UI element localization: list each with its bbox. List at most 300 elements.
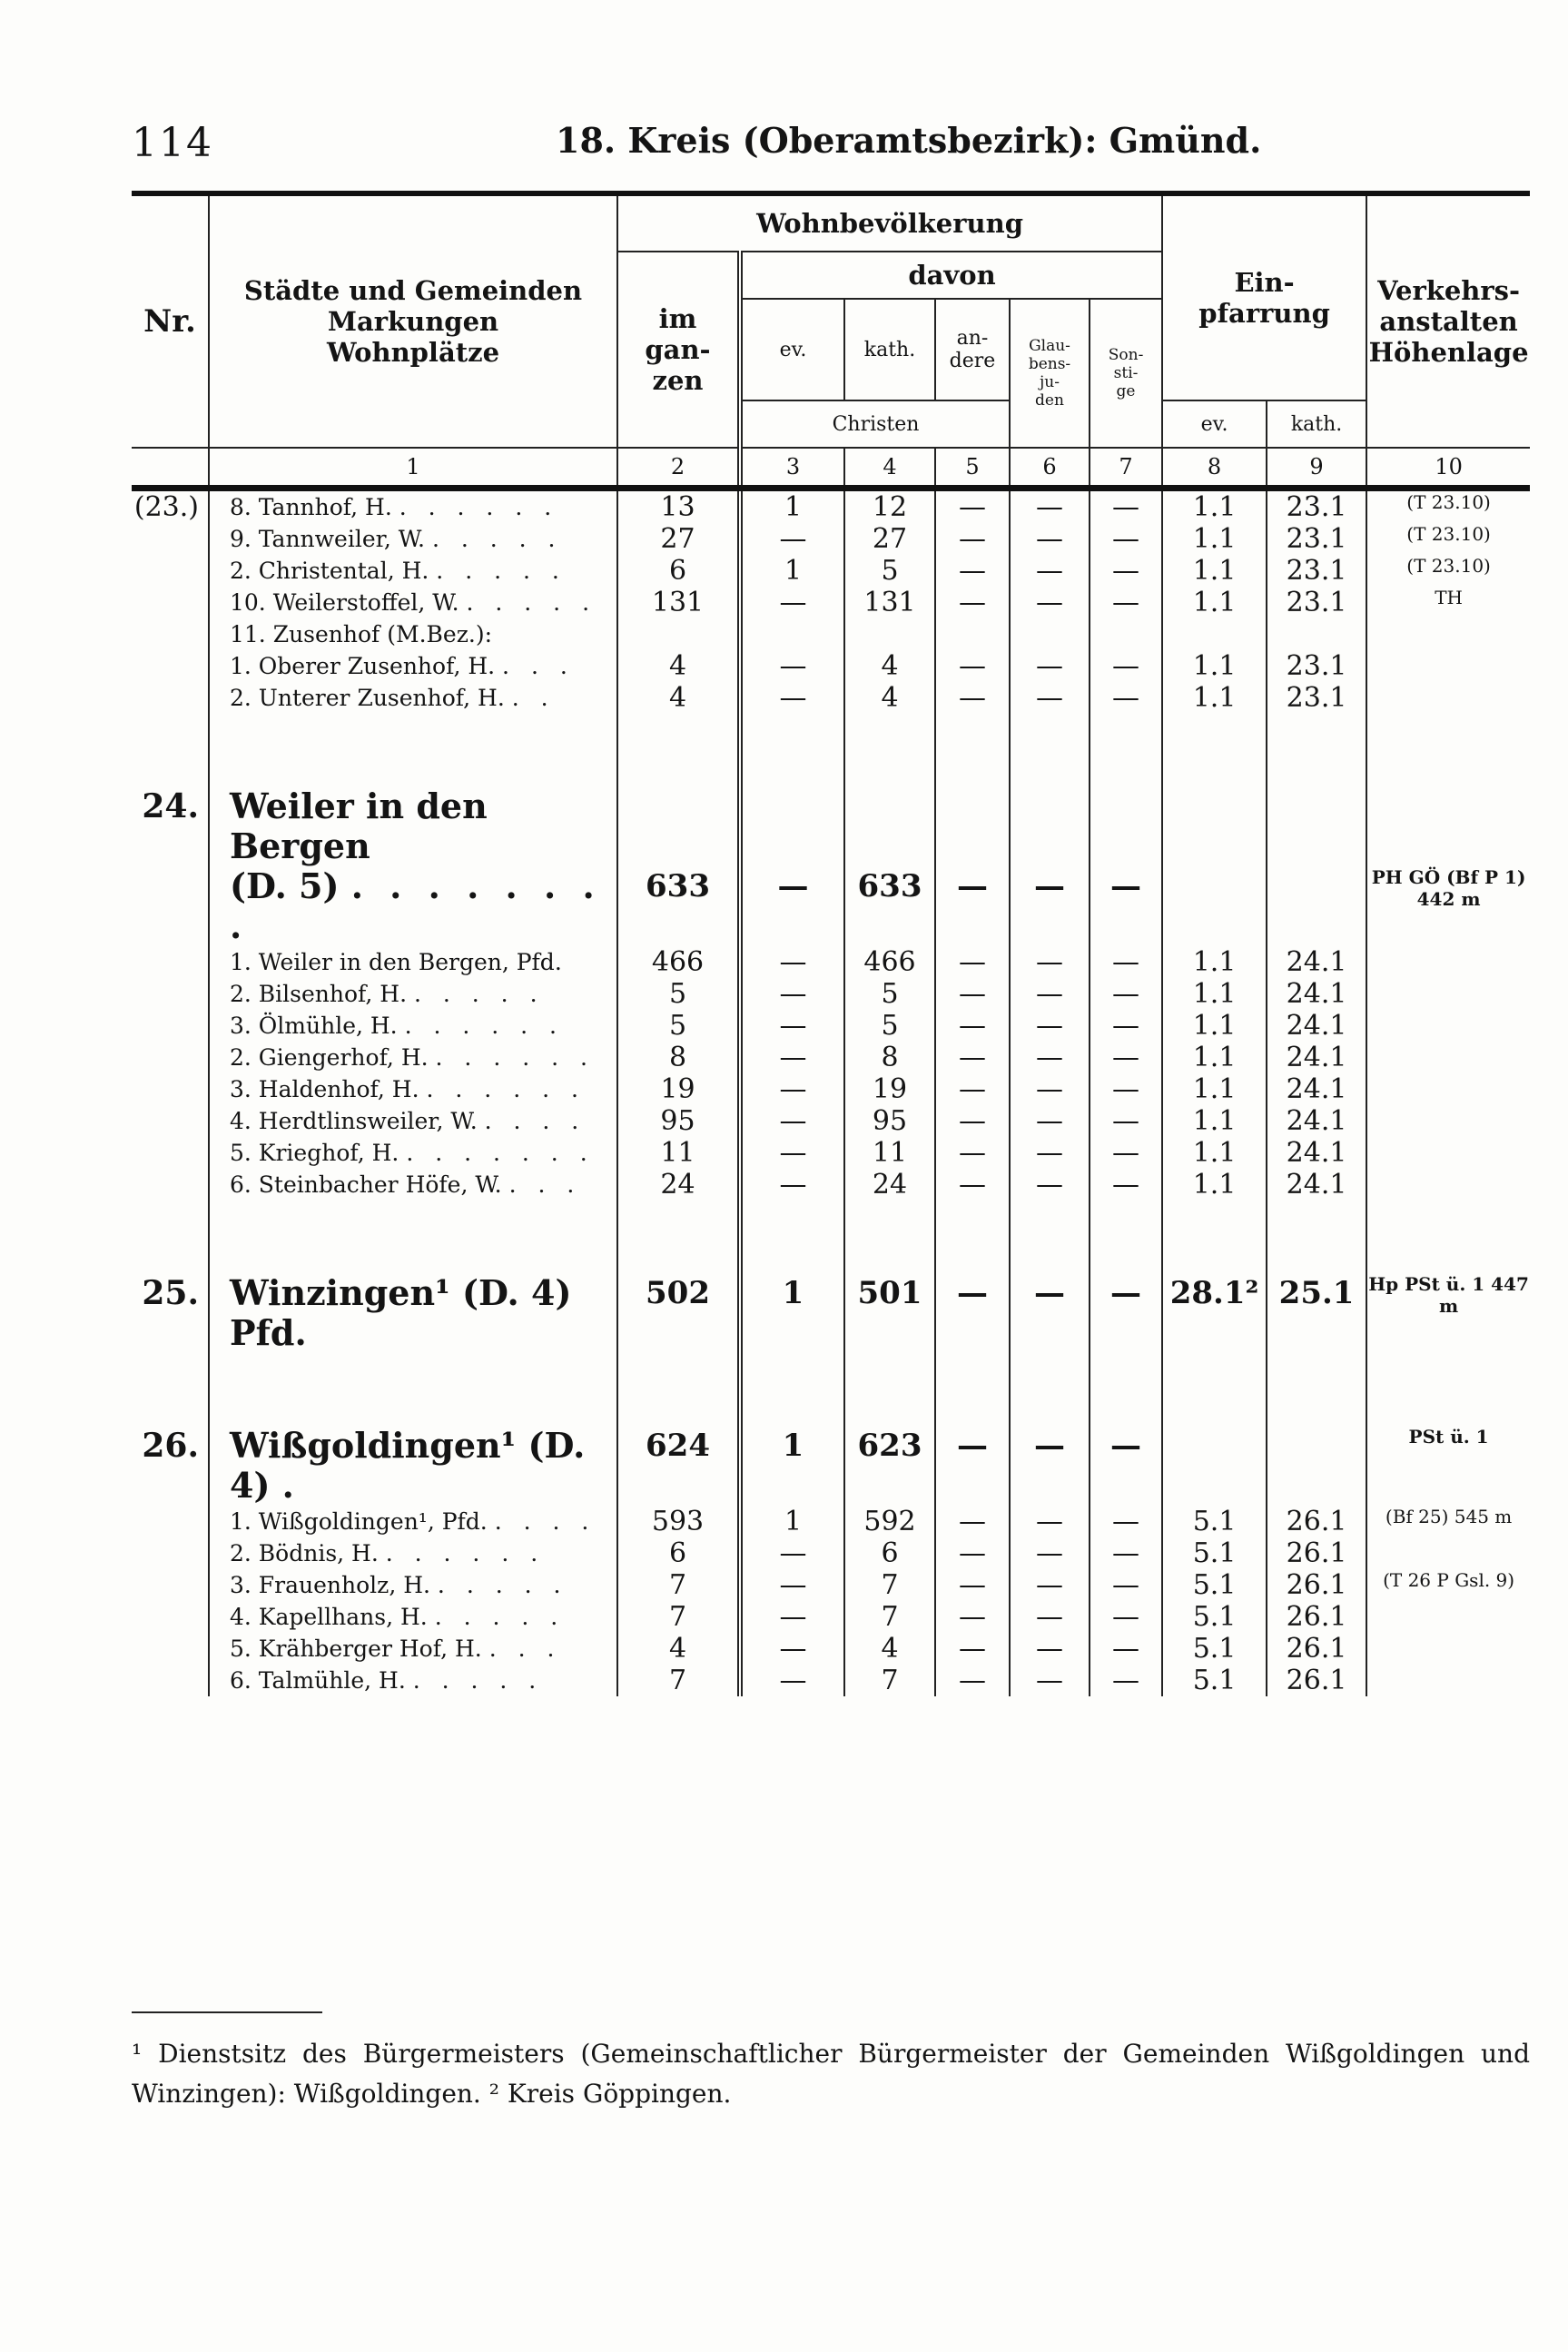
spacer-cell — [935, 1353, 1010, 1426]
parish-ev — [1162, 786, 1267, 866]
place-name-text: 2. Bödnis, H. — [230, 1540, 379, 1566]
row-number — [132, 1042, 209, 1073]
parish-ev: 1.1 — [1162, 1137, 1267, 1169]
population-total: 4 — [617, 682, 740, 714]
transport-remark — [1366, 1537, 1530, 1569]
parish-kath: 24.1 — [1267, 946, 1366, 978]
population-ev: — — [740, 1010, 844, 1042]
population-kath: 95 — [844, 1105, 935, 1137]
census-table-wrap — [132, 191, 1530, 1696]
footnote-rule — [132, 2011, 322, 2013]
transport-remark: PSt ü. 1 — [1366, 1426, 1530, 1506]
population-total: 7 — [617, 1665, 740, 1696]
transport-remark — [1366, 946, 1530, 978]
table-row — [132, 866, 1530, 946]
running-head: 18. Kreis (Oberamtsbezirk): Gmünd. — [556, 120, 1262, 161]
population-kath: 8 — [844, 1042, 935, 1073]
population-total: 633 — [617, 866, 740, 946]
parish-ev: 1.1 — [1162, 587, 1267, 618]
transport-remark: (T 23.10) — [1366, 555, 1530, 587]
spacer-cell — [132, 714, 209, 786]
leader-dots: . . . . . . — [426, 1076, 586, 1102]
parish-ev — [1162, 618, 1267, 650]
population-kath: 5 — [844, 978, 935, 1010]
leader-dots: . . . . . . . . — [230, 865, 602, 946]
population-other — [935, 786, 1010, 866]
parish-kath: 23.1 — [1267, 587, 1366, 618]
parish-kath — [1267, 866, 1366, 946]
parish-ev: 1.1 — [1162, 1169, 1267, 1201]
parish-kath: 24.1 — [1267, 1042, 1366, 1073]
header-kath-text: kath. — [863, 338, 916, 361]
table-row — [132, 587, 1530, 618]
place-name-text: Winzingen¹ (D. 4) Pfd. — [230, 1272, 572, 1353]
place-name-text: 6. Steinbacher Höfe, W. — [230, 1171, 502, 1198]
parish-ev: 5.1 — [1162, 1633, 1267, 1665]
population-jews: — — [1010, 866, 1090, 946]
population-misc: — — [1090, 978, 1162, 1010]
column-number-row — [132, 448, 1530, 489]
leader-dots: . . . — [488, 1636, 562, 1662]
header-transport-1: Verkehrs- — [1377, 275, 1520, 306]
header-population-text: Wohnbevölkerung — [756, 208, 1023, 239]
place-name-text: 6. Talmühle, H. — [230, 1667, 406, 1694]
spacer-cell — [844, 1353, 935, 1426]
leader-dots: . . . . . — [436, 558, 567, 584]
header-of-which — [740, 252, 1162, 299]
population-misc: — — [1090, 555, 1162, 587]
place-name — [209, 1169, 617, 1201]
spacer-cell — [1162, 1201, 1267, 1273]
parish-ev: 1.1 — [1162, 555, 1267, 587]
header-misc — [1090, 299, 1162, 448]
transport-remark: Hp PSt ü. 1 447 m — [1366, 1273, 1530, 1353]
population-jews: — — [1010, 523, 1090, 555]
header-total-2: gan- — [645, 334, 711, 365]
transport-remark: (T 23.10) — [1366, 489, 1530, 524]
parish-kath: 26.1 — [1267, 1506, 1366, 1537]
population-ev: — — [740, 682, 844, 714]
place-name-text: 5. Krähberger Hof, H. — [230, 1636, 482, 1662]
place-name-text: 3. Ölmühle, H. — [230, 1013, 398, 1039]
header-jews-1: Glau- — [1029, 337, 1070, 355]
parish-kath: 24.1 — [1267, 1169, 1366, 1201]
place-name — [209, 1105, 617, 1137]
header-other-1: an- — [956, 327, 989, 350]
column-number: 5 — [935, 448, 1010, 489]
population-total: 4 — [617, 650, 740, 682]
population-other: — — [935, 650, 1010, 682]
parish-ev: 1.1 — [1162, 650, 1267, 682]
header-other-2: dere — [949, 350, 996, 372]
row-number — [132, 650, 209, 682]
leader-dots: . . . . . — [466, 589, 597, 616]
header-other — [935, 299, 1010, 400]
population-misc: — — [1090, 1273, 1162, 1353]
population-misc — [1090, 786, 1162, 866]
leader-dots: . . . . . . — [399, 494, 559, 520]
place-name-text: 3. Haldenhof, H. — [230, 1076, 419, 1102]
population-misc: — — [1090, 587, 1162, 618]
transport-remark: (T 26 P Gsl. 9) — [1366, 1569, 1530, 1601]
row-number — [132, 1569, 209, 1601]
population-misc: — — [1090, 1537, 1162, 1569]
spacer-cell — [1162, 1353, 1267, 1426]
parish-ev: 1.1 — [1162, 682, 1267, 714]
header-misc-1: Son- — [1108, 346, 1144, 364]
population-total: 5 — [617, 978, 740, 1010]
row-number: 24. — [142, 787, 199, 825]
table-row — [132, 946, 1530, 978]
population-ev: — — [740, 587, 844, 618]
population-jews: — — [1010, 1665, 1090, 1696]
header-places-3: Wohnplätze — [326, 337, 500, 368]
population-total: 593 — [617, 1506, 740, 1537]
row-number — [132, 587, 209, 618]
header-parish-kath — [1267, 400, 1366, 448]
population-kath: 5 — [844, 555, 935, 587]
population-kath: 4 — [844, 1633, 935, 1665]
table-row — [132, 1010, 1530, 1042]
transport-remark — [1366, 1010, 1530, 1042]
population-jews: — — [1010, 1273, 1090, 1353]
header-population — [617, 193, 1162, 252]
population-misc: — — [1090, 1633, 1162, 1665]
header-ev-text: ev. — [779, 338, 807, 361]
place-name — [209, 1569, 617, 1601]
place-name-text: (D. 5) — [230, 865, 340, 906]
header-jews — [1010, 299, 1090, 448]
spacer-cell — [935, 714, 1010, 786]
population-jews: — — [1010, 489, 1090, 524]
table-row — [132, 978, 1530, 1010]
population-misc: — — [1090, 1010, 1162, 1042]
header-jews-3: ju- — [1040, 373, 1060, 391]
population-other: — — [935, 1105, 1010, 1137]
table-row — [132, 523, 1530, 555]
population-other: — — [935, 587, 1010, 618]
table-row — [132, 1426, 1530, 1506]
population-jews: — — [1010, 1426, 1090, 1506]
spacer-cell — [740, 1353, 844, 1426]
transport-remark — [1366, 650, 1530, 682]
population-misc: — — [1090, 1105, 1162, 1137]
table-row — [132, 650, 1530, 682]
place-name-text: 10. Weilerstoffel, W. — [230, 589, 459, 616]
population-other: — — [935, 555, 1010, 587]
population-total: 5 — [617, 1010, 740, 1042]
transport-remark — [1366, 618, 1530, 650]
row-number — [132, 1506, 209, 1537]
population-jews: — — [1010, 946, 1090, 978]
population-total: 6 — [617, 1537, 740, 1569]
transport-remark: PH GÖ (Bf P 1) 442 m — [1366, 866, 1530, 946]
population-ev: — — [740, 946, 844, 978]
spacer-cell — [132, 1201, 209, 1273]
population-jews: — — [1010, 1169, 1090, 1201]
population-ev: — — [740, 1537, 844, 1569]
population-kath: 12 — [844, 489, 935, 524]
population-ev — [740, 786, 844, 866]
population-ev: — — [740, 866, 844, 946]
place-name — [209, 555, 617, 587]
population-other: — — [935, 1506, 1010, 1537]
parish-ev: 5.1 — [1162, 1601, 1267, 1633]
table-row — [132, 1601, 1530, 1633]
leader-dots: . . . . . . — [404, 1013, 565, 1039]
header-parish-ev — [1162, 400, 1267, 448]
transport-remark: (Bf 25) 545 m — [1366, 1506, 1530, 1537]
header-kath — [844, 299, 935, 400]
column-number: 2 — [617, 448, 740, 489]
place-name — [209, 1633, 617, 1665]
population-total: 7 — [617, 1601, 740, 1633]
transport-remark — [1366, 1042, 1530, 1073]
column-number: 3 — [740, 448, 844, 489]
place-name-text: Wißgoldingen¹ (D. 4) — [230, 1425, 586, 1506]
population-jews: — — [1010, 1506, 1090, 1537]
row-number — [132, 1169, 209, 1201]
parish-kath: 24.1 — [1267, 1073, 1366, 1105]
place-name — [209, 1601, 617, 1633]
population-misc: — — [1090, 1137, 1162, 1169]
spacer-cell — [1010, 714, 1090, 786]
table-row — [132, 1073, 1530, 1105]
header-total-3: zen — [652, 365, 704, 396]
parish-kath: 26.1 — [1267, 1569, 1366, 1601]
population-jews: — — [1010, 1137, 1090, 1169]
place-name — [209, 1273, 617, 1353]
leader-dots: . . . . . — [412, 1667, 544, 1694]
population-kath: 4 — [844, 682, 935, 714]
place-name — [209, 1073, 617, 1105]
population-jews: — — [1010, 555, 1090, 587]
place-name-text: 1. Weiler in den Bergen, Pfd. — [230, 949, 562, 975]
parish-ev: 1.1 — [1162, 523, 1267, 555]
header-parish-ev-text: ev. — [1200, 412, 1228, 436]
parish-kath — [1267, 618, 1366, 650]
census-rows — [132, 489, 1530, 1697]
transport-remark — [1366, 1137, 1530, 1169]
population-kath: 633 — [844, 866, 935, 946]
population-misc: — — [1090, 650, 1162, 682]
header-christians-text: Christen — [832, 412, 920, 436]
place-name-text: 1. Oberer Zusenhof, H. — [230, 653, 496, 679]
parish-kath: 26.1 — [1267, 1537, 1366, 1569]
row-number — [132, 682, 209, 714]
transport-remark — [1366, 1169, 1530, 1201]
table-row — [132, 682, 1530, 714]
leader-dots: . . . . . — [431, 526, 563, 552]
place-name-text: 9. Tannweiler, W. — [230, 526, 425, 552]
table-row — [132, 1537, 1530, 1569]
parish-ev: 28.1² — [1162, 1273, 1267, 1353]
place-name-text: 3. Frauenholz, H. — [230, 1572, 430, 1598]
place-name-text: 2. Bilsenhof, H. — [230, 981, 408, 1007]
parish-ev — [1162, 1426, 1267, 1506]
row-number — [132, 555, 209, 587]
header-parish-kath-text: kath. — [1290, 412, 1343, 436]
row-number — [132, 866, 209, 946]
population-misc: — — [1090, 1169, 1162, 1201]
population-total: 502 — [617, 1273, 740, 1353]
place-name-text: 4. Kapellhans, H. — [230, 1604, 428, 1630]
population-ev: 1 — [740, 1506, 844, 1537]
table-row — [132, 618, 1530, 650]
spacer-cell — [132, 1353, 209, 1426]
population-ev: — — [740, 1665, 844, 1696]
spacer-cell — [617, 1201, 740, 1273]
place-name-text: Weiler in den Bergen — [230, 786, 488, 866]
row-spacer — [132, 1201, 1530, 1273]
population-other: — — [935, 1665, 1010, 1696]
population-ev: — — [740, 523, 844, 555]
leader-dots: . . . . . — [434, 1604, 566, 1630]
population-other: — — [935, 866, 1010, 946]
transport-remark — [1366, 1665, 1530, 1696]
population-misc: — — [1090, 866, 1162, 946]
place-name — [209, 1506, 617, 1537]
parish-kath: 24.1 — [1267, 1010, 1366, 1042]
population-jews: — — [1010, 1042, 1090, 1073]
header-total-1: im — [658, 303, 697, 334]
parish-kath: 26.1 — [1267, 1665, 1366, 1696]
row-number — [132, 1537, 209, 1569]
header-total — [617, 252, 740, 448]
population-ev: 1 — [740, 1426, 844, 1506]
header-of-which-text: davon — [908, 260, 996, 291]
row-number: 25. — [142, 1274, 199, 1312]
population-misc: — — [1090, 1506, 1162, 1537]
population-total: 24 — [617, 1169, 740, 1201]
population-kath: 7 — [844, 1601, 935, 1633]
population-misc: — — [1090, 1569, 1162, 1601]
population-ev: 1 — [740, 1273, 844, 1353]
population-other: — — [935, 489, 1010, 524]
population-other: — — [935, 1137, 1010, 1169]
parish-kath: 23.1 — [1267, 489, 1366, 524]
population-ev: — — [740, 1169, 844, 1201]
header-transport-3: Höhenlage — [1368, 337, 1529, 368]
column-number: 4 — [844, 448, 935, 489]
spacer-cell — [209, 1353, 617, 1426]
row-number — [132, 1137, 209, 1169]
leader-dots: . — [281, 1465, 301, 1506]
row-number — [132, 1665, 209, 1696]
row-spacer — [132, 1353, 1530, 1426]
table-row — [132, 1169, 1530, 1201]
row-number: (23.) — [133, 491, 199, 523]
population-ev: — — [740, 978, 844, 1010]
transport-remark — [1366, 1601, 1530, 1633]
population-kath: 5 — [844, 1010, 935, 1042]
table-row — [132, 1273, 1530, 1353]
population-misc: — — [1090, 489, 1162, 524]
place-name — [209, 1426, 617, 1506]
spacer-cell — [209, 1201, 617, 1273]
parish-ev: 1.1 — [1162, 1073, 1267, 1105]
population-kath: 7 — [844, 1569, 935, 1601]
footnote: ¹ Dienstsitz des Bürgermeisters (Gemeinschaftlicher Bürgermeister der Gemeinden Wißgoldingen und Winzingen): Wißgoldingen. ² Kreis Göppingen. — [132, 2039, 1530, 2109]
population-other — [935, 618, 1010, 650]
population-kath: 27 — [844, 523, 935, 555]
population-other: — — [935, 682, 1010, 714]
header-misc-2: sti- — [1113, 364, 1139, 382]
transport-remark — [1366, 682, 1530, 714]
population-jews: — — [1010, 587, 1090, 618]
header-jews-4: den — [1035, 391, 1064, 410]
spacer-cell — [844, 714, 935, 786]
population-other: — — [935, 978, 1010, 1010]
census-table — [132, 191, 1530, 1696]
table-row — [132, 1665, 1530, 1696]
header-nr-text: Nr. — [143, 303, 196, 340]
parish-kath: 23.1 — [1267, 523, 1366, 555]
table-row — [132, 1569, 1530, 1601]
population-kath: 4 — [844, 650, 935, 682]
table-row — [132, 489, 1530, 524]
population-kath: 501 — [844, 1273, 935, 1353]
leader-dots: . . . . . — [414, 981, 545, 1007]
population-ev: — — [740, 1137, 844, 1169]
place-name — [209, 650, 617, 682]
place-name — [209, 1537, 617, 1569]
population-misc: — — [1090, 682, 1162, 714]
population-total: 8 — [617, 1042, 740, 1073]
population-misc: — — [1090, 523, 1162, 555]
population-jews: — — [1010, 1537, 1090, 1569]
place-name-text: 4. Herdtlinsweiler, W. — [230, 1108, 478, 1134]
place-name-text: 5. Krieghof, H. — [230, 1140, 399, 1166]
header-misc-3: ge — [1116, 382, 1136, 400]
population-ev: — — [740, 1105, 844, 1137]
population-total: 466 — [617, 946, 740, 978]
leader-dots: . . . . — [484, 1108, 587, 1134]
population-total: 131 — [617, 587, 740, 618]
spacer-cell — [1010, 1353, 1090, 1426]
parish-ev: 1.1 — [1162, 946, 1267, 978]
column-number: 6 — [1010, 448, 1090, 489]
row-number — [132, 946, 209, 978]
parish-ev: 5.1 — [1162, 1665, 1267, 1696]
column-number: 10 — [1366, 448, 1530, 489]
column-number: 7 — [1090, 448, 1162, 489]
parish-kath: 23.1 — [1267, 650, 1366, 682]
header-parish — [1162, 193, 1366, 400]
row-number — [132, 1010, 209, 1042]
leader-dots: . . . — [508, 1171, 582, 1198]
population-ev: — — [740, 1633, 844, 1665]
parish-ev: 5.1 — [1162, 1537, 1267, 1569]
row-number: 26. — [142, 1427, 199, 1465]
population-ev: 1 — [740, 555, 844, 587]
spacer-cell — [1090, 1353, 1162, 1426]
parish-ev: 1.1 — [1162, 1105, 1267, 1137]
row-number — [132, 1633, 209, 1665]
header-transport — [1366, 193, 1530, 448]
population-other: — — [935, 1537, 1010, 1569]
population-jews: — — [1010, 682, 1090, 714]
header-places — [209, 193, 617, 448]
spacer-cell — [1090, 714, 1162, 786]
leader-dots: . . — [511, 685, 556, 711]
population-jews — [1010, 786, 1090, 866]
transport-remark — [1366, 1105, 1530, 1137]
population-misc: — — [1090, 1073, 1162, 1105]
row-number — [132, 1073, 209, 1105]
parish-ev: 1.1 — [1162, 489, 1267, 524]
population-kath: 19 — [844, 1073, 935, 1105]
